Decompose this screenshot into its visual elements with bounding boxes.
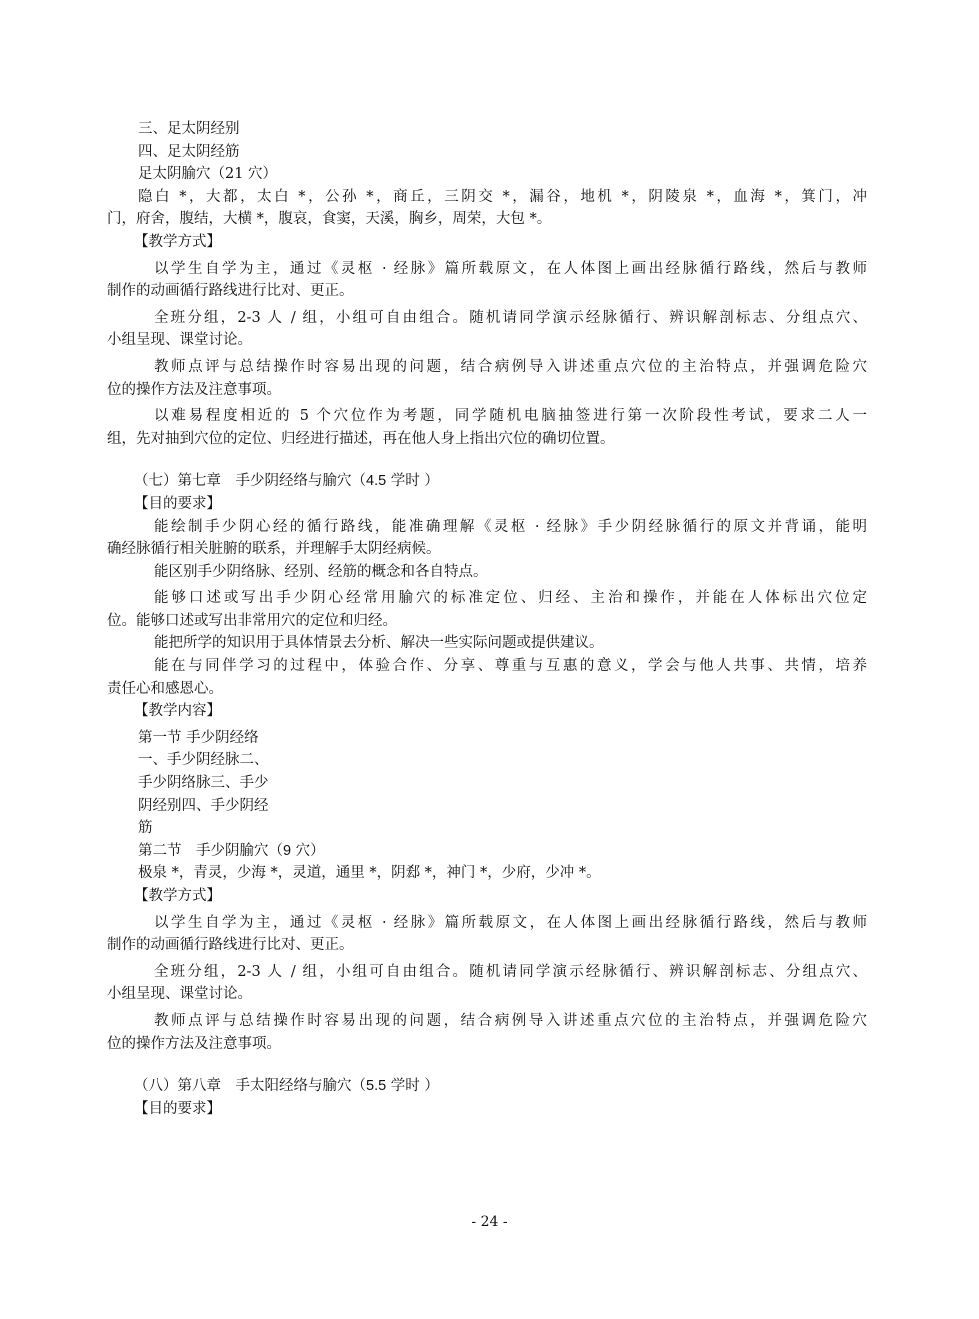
content-line: 一、手少阴经脉二、: [138, 752, 269, 769]
content-line: 第一节 手少阴经络: [138, 729, 259, 746]
paragraph-line: 位的操作方法及注意事项。: [107, 1035, 281, 1052]
paragraph-line: 能绘制手少阴心经的循行路线，能准确理解《灵枢 · 经脉》手少阴经脉循行的原文并背诵，能明: [154, 518, 867, 535]
acupoint-count: 9: [283, 842, 292, 859]
paragraph-line: 小组呈现、课堂讨论。: [107, 986, 252, 1003]
document-body: [107, 118, 867, 1120]
chapter-hours: 4.5: [366, 473, 387, 490]
acupoint-list-line: 极泉 *，青灵，少海 *，灵道，通里 *，阴郄 *，神门 *，少府，少冲 *。: [138, 865, 601, 882]
paragraph-line: 小组呈现、课堂讨论。: [107, 332, 252, 349]
paragraph-line: 位的操作方法及注意事项。: [107, 381, 281, 398]
section-label-content: 【教学内容】: [134, 703, 221, 720]
paragraph-line: 全班分组，2-3 人 / 组，小组可自由组合。随机请同学演示经脉循行、辨识解剖标志、分组点穴、: [154, 309, 867, 326]
chapter-heading-8: [107, 1075, 867, 1098]
content-line: 筋: [138, 820, 153, 837]
paragraph-line: 制作的动画循行路线进行比对、更正。: [107, 937, 354, 954]
section-label-goals: 【目的要求】: [134, 495, 221, 512]
paragraph-line: 责任心和感恩心。: [107, 680, 223, 697]
chapter-hours: 5.5: [366, 1078, 387, 1095]
chapter-hours-unit: 学时 ）: [386, 473, 439, 490]
paragraph-line: 能在与同伴学习的过程中，体验合作、分享、尊重与互惠的意义，学会与他人共事、共情，培养: [154, 658, 867, 675]
paragraph-line: 能区别手少阴络脉、经别、经筋的概念和各自特点。: [154, 563, 488, 580]
chapter-heading-7: [107, 470, 867, 493]
text-line: 三、足太阴经别: [138, 121, 240, 137]
paragraph-line: 组，先对抽到穴位的定位、归经进行描述，再在他人身上指出穴位的确切位置。: [107, 430, 615, 447]
section-label-teaching-method: 【教学方式】: [134, 888, 221, 904]
page-number: - 24 -: [471, 1214, 508, 1230]
chapter-heading-text: （八）第八章 手太阳经络与腧穴（: [134, 1078, 366, 1095]
paragraph-line: 制作的动画循行路线进行比对、更正。: [107, 283, 354, 300]
paragraph-line: 以学生自学为主，通过《灵枢 · 经脉》篇所载原文，在人体图上画出经脉循行路线，然后与教师: [154, 260, 867, 277]
paragraph-line: 能够口述或写出手少阴心经常用腧穴的标准定位、归经、主治和操作，并能在人体标出穴位定: [154, 590, 867, 607]
chapter-heading-text: （七）第七章 手少阴经络与腧穴（: [134, 473, 366, 490]
acupoint-list-line: 门，府舍，腹结，大横 *，腹哀，食窦，天溪，胸乡，周荣，大包 *。: [107, 211, 552, 228]
paragraph-line: 教师点评与总结操作时容易出现的问题，结合病例导入讲述重点穴位的主治特点，并强调危险穴: [154, 358, 867, 375]
paragraph-line: 以难易程度相近的 5 个穴位作为考题，同学随机电脑抽签进行第一次阶段性考试，要求二人一: [154, 408, 867, 425]
text-line: 四、足太阴经筋: [138, 143, 240, 160]
paragraph-line: 教师点评与总结操作时容易出现的问题，结合病例导入讲述重点穴位的主治特点，并强调危险穴: [154, 1012, 867, 1029]
chapter-hours-unit: 学时 ）: [386, 1078, 439, 1095]
acupoint-count-unit: 穴）: [291, 842, 325, 859]
section-title: 第二节 手少阴腧穴（: [138, 842, 283, 859]
paragraph-line: 以学生自学为主，通过《灵枢 · 经脉》篇所载原文，在人体图上画出经脉循行路线，然后与教师: [154, 914, 867, 931]
paragraph-line: 能把所学的知识用于具体情景去分析、解决一些实际问题或提供建议。: [154, 635, 604, 652]
content-line: [107, 840, 867, 863]
text-line: 足太阴腧穴（21 穴）: [138, 166, 278, 183]
section-label-goals: 【目的要求】: [134, 1100, 221, 1117]
content-line: 手少阴络脉三、手少: [138, 775, 269, 792]
section-label-teaching-method: 【教学方式】: [134, 233, 221, 250]
content-line: 阴经别四、手少阴经: [138, 797, 269, 814]
paragraph-line: 确经脉循行相关脏腑的联系，并理解手太阴经病候。: [107, 541, 441, 558]
acupoint-list-line: 隐白 *，大都，太白 *，公孙 *，商丘，三阴交 *，漏谷，地机 *，阴陵泉 *，血海 *，箕门，冲: [138, 188, 867, 205]
paragraph-line: 全班分组，2-3 人 / 组，小组可自由组合。随机请同学演示经脉循行、辨识解剖标志、分组点穴、: [154, 963, 867, 980]
paragraph-line: 位。能够口述或写出非常用穴的定位和归经。: [107, 612, 397, 629]
